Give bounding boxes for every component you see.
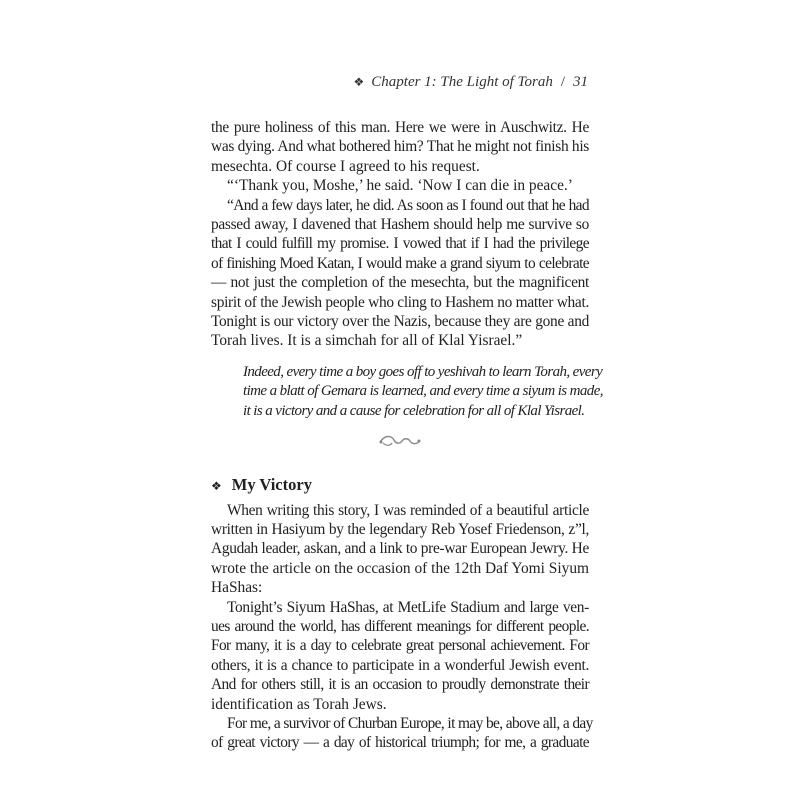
text-line: Tonight’s Siyum HaShas, at MetLife Stadium and large ven-: [227, 598, 589, 616]
text-line: wrote the article on the occasion of the 12th Daf Yomi Siyum: [211, 559, 589, 577]
paragraph: [211, 176, 589, 195]
running-header: [200, 74, 588, 91]
text-line: ues around the world, has different meanings for different people.: [211, 617, 589, 635]
italic-quote: [243, 363, 603, 421]
text-line: of finishing Moed Katan, I would make a grand siyum to celebrate: [211, 254, 589, 272]
page-number: 31: [573, 74, 588, 90]
text-line: — not just the completion of the mesechta, but the magnificent: [211, 274, 589, 292]
header-separator: /: [560, 74, 565, 90]
scroll-flourish-icon: [211, 433, 589, 453]
text-line: it is a victory and a cause for celebration for all of Klal Yisrael.: [243, 402, 585, 419]
paragraph: [211, 501, 589, 598]
paragraph: [211, 196, 589, 351]
paragraph: [211, 598, 589, 714]
paragraph: [211, 118, 589, 176]
text-line: And for others still, it is an occasion to proudly demonstrate their: [211, 676, 589, 694]
text-line: written in Hasiyum by the legendary Reb Yosef Friedenson, z”l,: [211, 520, 589, 538]
text-line: When writing this story, I was reminded of a beautiful article: [227, 501, 589, 519]
section-title: My Victory: [231, 475, 312, 495]
ornament-icon: ❖: [353, 75, 365, 89]
text-line: others, it is a chance to participate in a wonderful Jewish event.: [211, 656, 589, 674]
text-line: the pure holiness of this man. Here we were in Auschwitz. He: [211, 119, 589, 136]
text-line: “‘Thank you, Moshe,’ he said. ‘Now I can die in peace.’: [227, 177, 573, 195]
text-line: HaShas:: [211, 579, 263, 597]
ornament-icon: ❖: [211, 479, 222, 494]
text-line: Agudah leader, askan, and a link to pre-war European Jewry. He: [211, 540, 589, 558]
text-line: Tonight is our victory over the Nazis, because they are gone and: [211, 313, 589, 331]
text-line: “And a few days later, he did. As soon as I found out that he had: [227, 196, 589, 214]
text-line: time a blatt of Gemara is learned, and every time a siyum is made,: [243, 383, 603, 400]
body-text: [211, 118, 603, 753]
text-line: passed away, I davened that Hashem should help me survive so: [211, 216, 589, 234]
text-line: Torah lives. It is a simchah for all of Klal Yisrael.”: [211, 332, 523, 350]
text-line: of great victory — a day of historical triumph; for me, a graduate: [211, 734, 589, 752]
chapter-title: Chapter 1: The Light of Torah: [371, 74, 553, 90]
text-line: Indeed, every time a boy goes off to yeshivah to learn Torah, every: [243, 363, 603, 380]
text-line: identification as Torah Jews.: [211, 695, 387, 713]
text-line: spirit of the Jewish people who cling to Hashem no matter what.: [211, 293, 589, 311]
text-line: that I could fulfill my promise. I vowed that if I had the privilege: [211, 235, 589, 253]
text-line: was dying. And what bothered him? That he might not finish his: [211, 138, 589, 156]
text-line: For me, a survivor of Churban Europe, it may be, above all, a day: [227, 714, 593, 732]
section-heading: [211, 475, 589, 496]
text-line: For many, it is a day to celebrate great personal achievement. For: [211, 637, 589, 655]
paragraph: [211, 714, 593, 753]
text-line: mesechta. Of course I agreed to his request.: [211, 157, 480, 175]
